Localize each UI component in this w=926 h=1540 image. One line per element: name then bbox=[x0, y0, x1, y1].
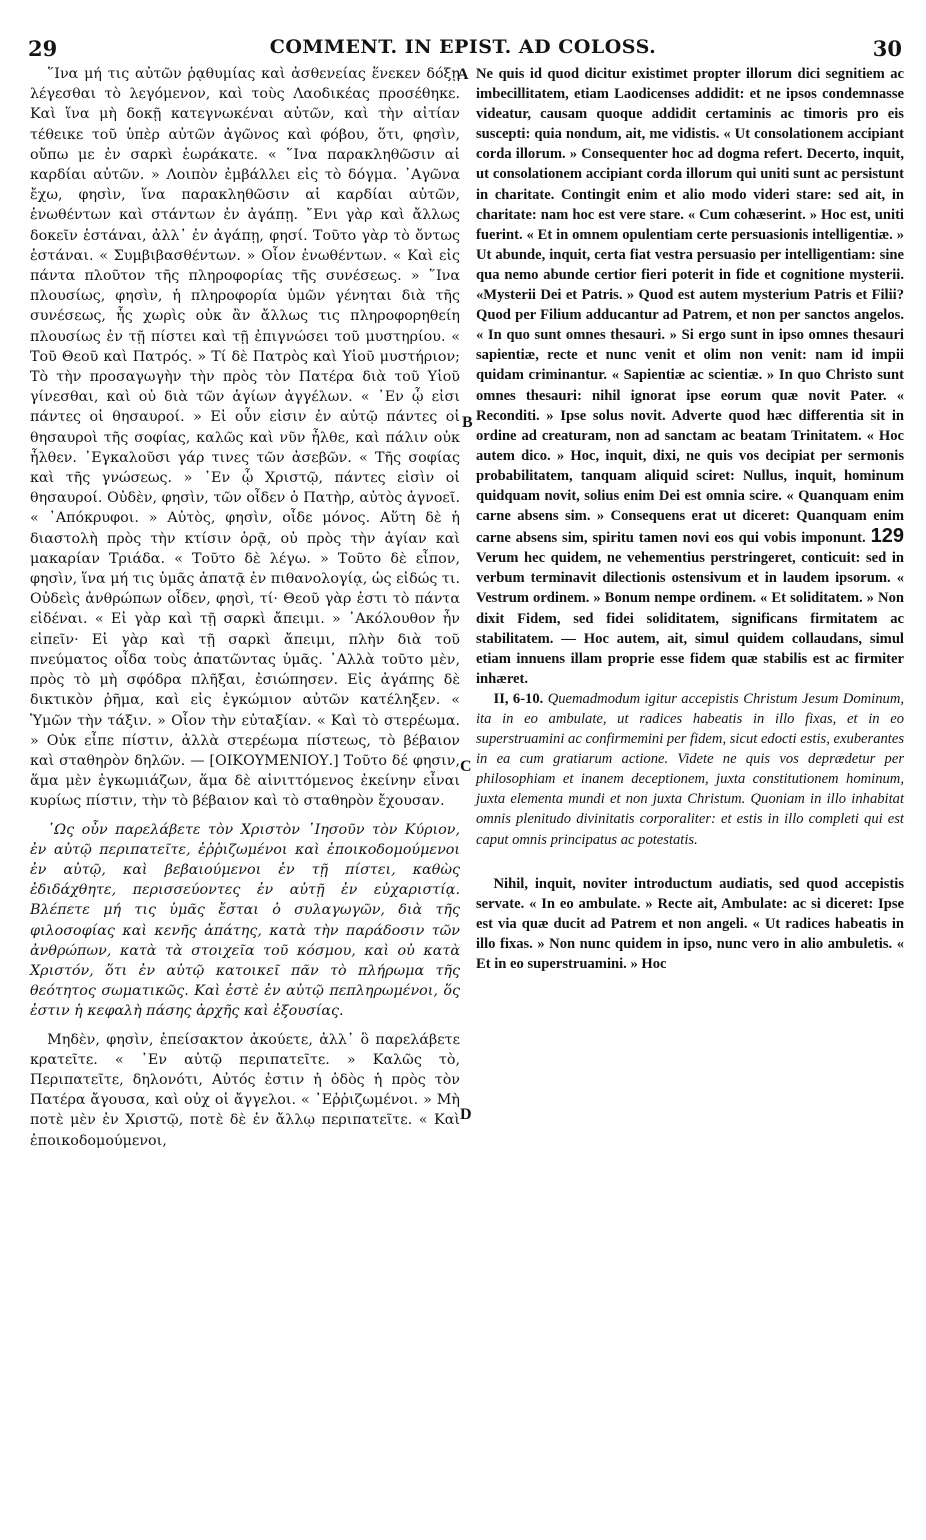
running-header bbox=[0, 36, 926, 62]
column-number: 129 bbox=[870, 525, 904, 548]
greek-scripture-passage: ῾Ως οὖν παρελάβετε τὸν Χριστὸν ᾿Ιησοῦν τὸν Κύριον, ἐν αὐτῷ περιπατεῖτε, ἐῤῥιζωμένοι καὶ ἐποικοδομούμενοι ἐν αὐτῷ, καὶ βεβαιούμενοι ἐν τῇ πίστει, καθὼς ἐδιδάχθητε, περισσεύοντες ἐν αὐτῇ ἐν εὐχαριστίᾳ. Βλέπετε μή τις ὑμᾶς ἔσται ὁ συλαγωγῶν, διὰ τῆς φιλοσοφίας καὶ κενῆς ἀπάτης, κατὰ τὴν παράδοσιν τῶν ἀνθρώπων, κατὰ τὰ στοιχεῖα τοῦ κόσμου, καὶ οὐ κατὰ Χριστόν, ὅτι ἐν αὐτῷ κατοικεῖ πᾶν τὸ πλήρωμα τῆς θεότητος σωματικῶς. Καὶ ἐστὲ ἐν αὐτῷ πεπληρωμένοι, ὅς ἐστιν ἡ κεφαλὴ πάσης ἀρχῆς καὶ ἐξουσίας. bbox=[30, 821, 460, 1020]
latin-column bbox=[476, 64, 904, 974]
greek-commentary-paragraph-2: Μηδὲν, φησὶν, ἐπείσακτον ἀκούετε, ἀλλ᾽ ὃ παρελάβετε κρατεῖτε. « ᾿Εν αὐτῷ περιπατεῖτε. » Καλῶς τὸ, Περιπατεῖτε, δηλονότι, Αὐτός ἐστιν ἡ ὁδὸς ἡ πρὸς τὸν Πατέρα ἄγουσα, καὶ οὐχ οἱ ἄγγελοι. « ᾿Εῤῥιζωμένοι. » Μὴ ποτὲ μὲν ἐν Χριστῷ, ποτὲ δὲ ἐν ἄλλῳ περιπατεῖτε. « Καὶ ἐποικοδομούμενοι, bbox=[30, 1031, 460, 1149]
latin-commentary-paragraph-2: Nihil, inquit, noviter introductum audiatis, sed quod accepistis servate. « In eo ambulate. » Recte ait, Ambulate: ac si diceret: Ipse est via quæ ducit ad Patrem et non angeli. « Ut radices habeatis in illo fixas. » Non nunc quidem in ipso, nunc vero in alio ambuletis. « Et in eo superstruamini. » Hoc bbox=[476, 875, 904, 973]
margin-letter-a: A bbox=[457, 66, 469, 83]
verse-reference: II, 6-10. bbox=[493, 690, 544, 707]
greek-column bbox=[30, 64, 460, 1151]
page-number-left: 29 bbox=[28, 36, 58, 61]
page-number-right: 30 bbox=[872, 36, 902, 61]
running-title: COMMENT. IN EPIST. AD COLOSS. bbox=[269, 36, 657, 58]
margin-letter-b: B bbox=[462, 414, 473, 431]
latin-scripture-passage bbox=[476, 689, 904, 850]
latin-commentary-text-continued: Verum hec quidem, ne vehementius perstringeret, conticuit: sed in verbum terminavit dilectionis ostensivum et in laudem ipsorum. « Vestrum ordinem. » Bonum nempe ordinem. « Et soliditatem. » Non dixit Fidem, sed fidei soliditatem, significans firmitatem ac stabilitatem. — Hoc autem, ait, simul quidem collaudans, simul etiam innuens illam proprie esse fidem quæ stabilis est ac firmiter inhæret. bbox=[476, 550, 904, 687]
margin-letter-c: C bbox=[460, 758, 472, 775]
latin-scripture-text: Quemadmodum igitur accepistis Christum Jesum Dominum, ita in eo ambulate, ut radices habeatis in illo fixas, et in eo superstruamini ac confirmemini per fidem, sicut edocti estis, exuberantes in ea cum gratiarum actione. Videte ne quis vos deprædetur per philosophiam et inanem deceptionem, juxta constitutionem hominum, juxta elementa mundi et non juxta Christum. Quoniam in illo inhabitat omnis plenitudo divinitatis corporaliter: et estis in illo completi qui est caput omnis principatus ac potestatis. bbox=[476, 690, 905, 848]
latin-commentary-paragraph bbox=[476, 64, 904, 689]
margin-letter-d: D bbox=[460, 1106, 472, 1123]
greek-commentary-paragraph: ῞Ινα μή τις αὐτῶν ῥᾳθυμίας καὶ ἀσθενείας ἕνεκεν δόξῃ λέγεσθαι τὸ λεγόμενον, καὶ τοὺς Λαοδικέας προσέθηκε. Καὶ ἵνα μὴ δοκῇ κατεγνωκέναι αὐτῶν, καὶ τὴν αἰτίαν τέθεικε τοῦ ὑπὲρ αὐτῶν ἀγῶνος καὶ φόβου, ὅτι, φησὶν, οὔπω με ἐν σαρκὶ ἑωράκατε. « ῞Ινα παρακληθῶσιν αἱ καρδίαι αὐτῶν. » Λοιπὸν ἐμβάλλει εἰς τὸ δόγμα. ᾿Αγῶνα ἔχω, φησὶν, ἵνα παρακληθῶσιν αἱ καρδίαι αὐτῶν, ἑνωθέντων καὶ στάντων ἐν ἀγάπῃ. ῎Ενι γὰρ καὶ ἄλλως δοκεῖν ἑστάναι, ἀλλ᾽ ἐν ἀγάπῃ, φησί. Τοῦτο γὰρ τὸ ὄντως ἑστάναι. « Συμβιβασθέντων. » Οἷον ἑνωθέντων. « Καὶ εἰς πάντα πλοῦτον τῆς πληροφορίας τῆς συνέσεως. » ῞Ινα πλουσίως, φησὶν, ἡ πληροφορία ὑμῶν γένηται διὰ τῆς συνέσεως, ἧς χωρὶς οὐκ ἂν ἄλλως τις πληροφορηθείη πλουσίως ἐν τῇ πίστει καὶ τῇ ἐπιγνώσει τοῦ μυστηρίου. « Τοῦ Θεοῦ καὶ Πατρός. » Τί δὲ Πατρὸς καὶ Υἱοῦ μυστήριον; Τὸ τὴν προσαγωγὴν τὴν πρὸς τὸν Πατέρα διὰ τοῦ Υἱοῦ γίνεσθαι, καὶ οὐ διὰ τῶν ἁγίων ἀγγέλων. « ᾿Εν ᾧ εἰσι πάντες οἱ θησαυροί. » Εἰ οὖν εἰσιν ἐν αὐτῷ πάντες οἱ θησαυροὶ τῆς σοφίας, καλῶς καὶ νῦν ἦλθε, καὶ πάλιν οὐκ ἦλθεν. ᾿Εγκαλοῦσι γάρ τινες τῶν ἀσεβῶν. « Τῆς σοφίας καὶ τῆς γνώσεως. » ᾿Εν ᾧ Χριστῷ, πάντες εἰσὶν οἱ θησαυροί. Οὐδὲν, φησὶν, τῶν οἶδεν ὁ Πατὴρ, αὐτὸς ἀγνοεῖ. « ᾿Απόκρυφοι. » Αὐτὸς, φησὶν, οἶδε μόνος. Αὕτη δὲ ἡ διαστολὴ πρὸς τὴν κτίσιν ὁρᾷ, οὐ πρὸς τὴν ἁγίαν καὶ μακαρίαν Τριάδα. « Τοῦτο δὲ λέγω. » Τοῦτο δὲ εἶπον, φησὶν, ἵνα μή τις ὑμᾶς ἀπατᾷ ἐν πιθανολογίᾳ, ὡς εἰδώς τι. Οὐδεὶς ἀνθρώπων οἶδεν, φησὶ, τί· Θεοῦ γὰρ ἐστι τὸ πάντα εἰδέναι. « Εἰ γὰρ καὶ τῇ σαρκὶ ἄπειμι. » ᾿Ακόλουθον ἦν εἰπεῖν· Εἰ γὰρ καὶ τῇ σαρκὶ ἄπειμι, πλὴν διὰ τοῦ πνεύματος οἶδα τοὺς ἀπατῶντας ὑμᾶς. ᾿Αλλὰ τοῦτο μὲν, πρὸς τὸ μὴ σφόδρα πλῆξαι, ἐσιώπησεν. Εἰς ἀγάπης δὲ δικτικὸν ῥῆμα, καὶ εἰς ἐγκώμιον αὐτῶν κατέληξεν. « Ὑμῶν τὴν τάξιν. » Οἷον τὴν εὐταξίαν. « Καὶ τὸ στερέωμα. » Οὐκ εἶπε πίστιν, ἀλλὰ στερέωμα πίστεως, τὸ βέβαιον καὶ σταθηρὸν δηλῶν. — [ΟΙΚΟΥΜΕΝΙΟΥ.] Τοῦτο δέ φησιν, ἅμα μὲν ἐγκωμιάζων, ἅμα δὲ αἰνιττόμενος ἐκείνην εἶναι κυρίως πίστιν, τὴν τὸ βέβαιον καὶ τὸ σταθηρὸν ἔχουσαν. bbox=[30, 66, 460, 810]
latin-commentary-text: Ne quis id quod dicitur existimet propter illorum dici segnitiem ac imbecillitatem, etiam Laodicenses addidit: et ne ipsos condemnasse videatur, causam quoque addidit certaminis ac timoris pro eis suscepti: quia nondum, ait, me vidistis. « Ut consolationem accipiant corda illorum. » Consequenter hoc ad dogma refert. Decerto, inquit, ut consolationem accipiant corda illorum qui uniti sunt ac persistunt in charitate. Contingit enim et alio modo videri stare: sed ait, in charitate: nam hoc est vere stare. « Cum cohæserint. » Hoc est, uniti fuerint. « Et in omnem opulentiam certe persuasionis intelligentiæ. » Ut abunde, inquit, certa fiat vestra persuasio per intelligentiam: sine qua nemo abunde certior fieri poterit in fide et cognitione mysterii. «Mysterii Dei et Patris. » Quod est autem mysterium Patris et Filii? Quod per Filium adducantur ad Patrem, et non per sanctos angelos. « In quo sunt omnes thesauri. » Si ergo sunt in ipso omnes thesauri sapientiæ, recte et nunc venit et olim non venit: nam id impii quidam criminantur. « Sapientiæ ac scientiæ. » In quo Christo sunt omnes thesauri: nihil ignorat ipse eorum quæ novit Pater. « Reconditi. » Ipse solus novit. Adverte quod hæc differentia sit in ordine ad creaturam, non ad sanctam ac beatam Trinitatem. « Hoc autem dico. » Hoc, inquit, dixi, ne quis vos decipiat per sermonis probabilitatem, tanquam aliquid sciret: Nullus, inquit, hominum quidquam novit, solius enim Dei est omnia scire. « Quanquam enim carne absens sim. » Consequens erat ut diceret: Quanquam enim carne absens sim, spiritu tamen novi eos qui vobis imponunt. bbox=[476, 66, 904, 547]
